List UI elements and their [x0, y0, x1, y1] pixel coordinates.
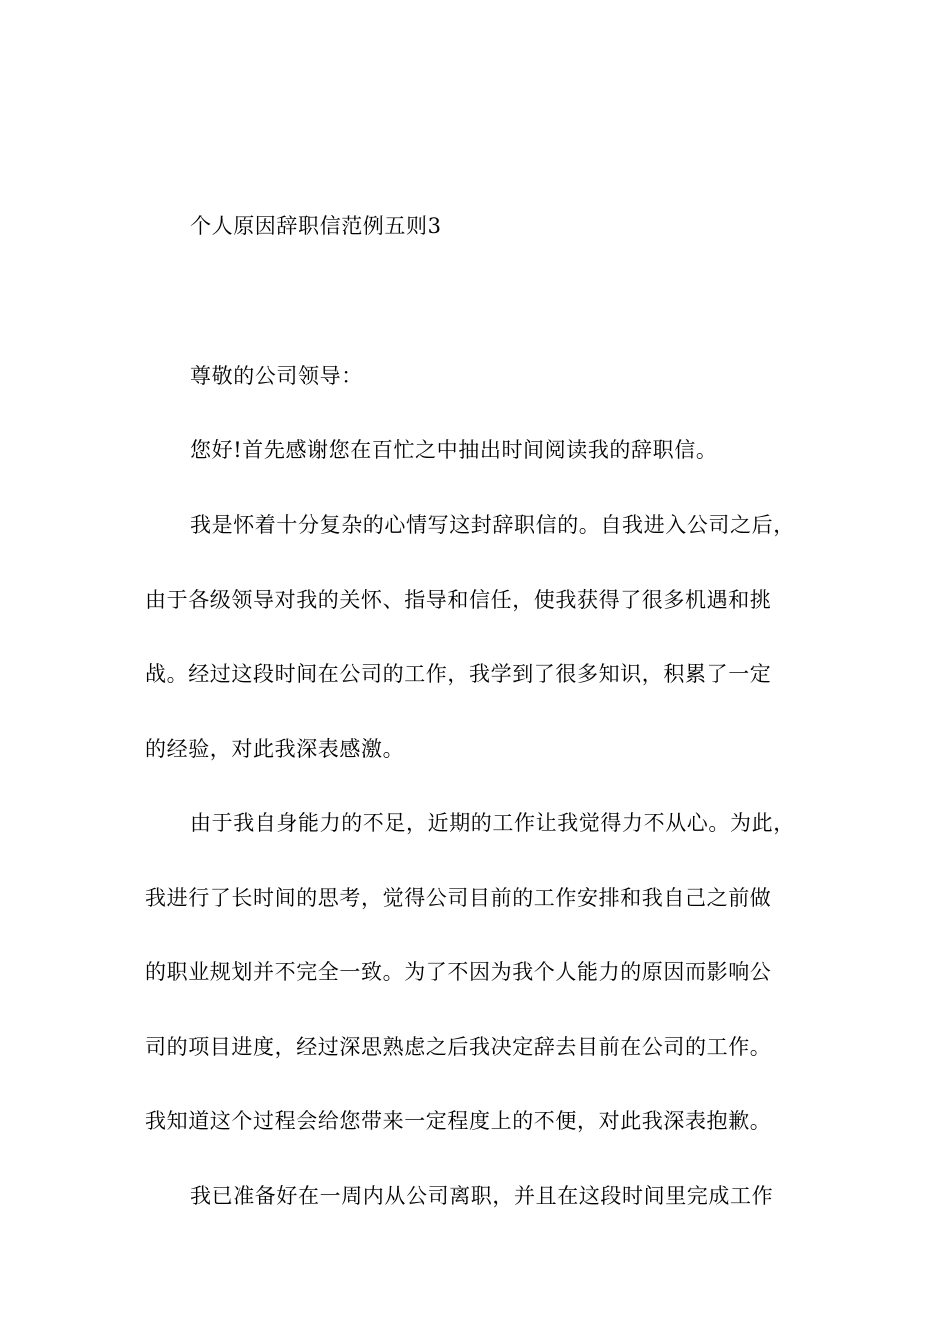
- paragraph-line: 我进行了长时间的思考，觉得公司目前的工作安排和我自己之前做: [145, 886, 772, 910]
- paragraph-line: 我知道这个过程会给您带来一定程度上的不便，对此我深表抱歉。: [145, 1109, 772, 1133]
- paragraph-line: 我是怀着十分复杂的心情写这封辞职信的。自我进入公司之后，: [190, 513, 795, 537]
- paragraph-line: 由于各级领导对我的关怀、指导和信任，使我获得了很多机遇和挑: [145, 588, 772, 612]
- salutation: 尊敬的公司领导：: [190, 364, 363, 388]
- paragraph-line: 司的项目进度，经过深思熟虑之后我决定辞去目前在公司的工作。: [145, 1035, 772, 1059]
- paragraph-line: 的职业规划并不完全一致。为了不因为我个人能力的原因而影响公: [145, 960, 772, 984]
- paragraph-line: 您好!首先感谢您在百忙之中抽出时间阅读我的辞职信。: [190, 438, 718, 462]
- paragraph-line: 我已准备好在一周内从公司离职，并且在这段时间里完成工作: [190, 1184, 774, 1208]
- paragraph-line: 由于我自身能力的不足，近期的工作让我觉得力不从心。为此，: [190, 811, 795, 835]
- document-title: 个人原因辞职信范例五则3: [190, 214, 442, 238]
- paragraph-line: 的经验，对此我深表感激。: [145, 737, 405, 761]
- paragraph-line: 战。经过这段时间在公司的工作，我学到了很多知识，积累了一定: [145, 662, 772, 686]
